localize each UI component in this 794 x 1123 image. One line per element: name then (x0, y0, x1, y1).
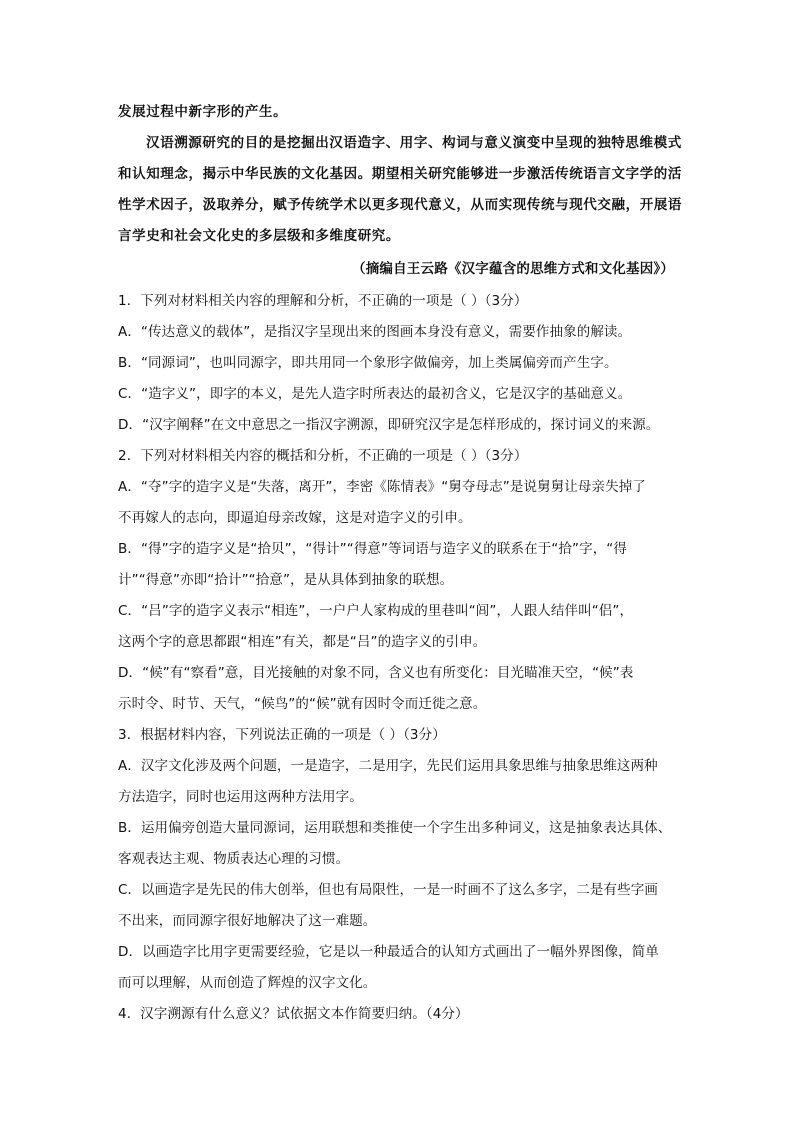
passage-line: 汉语溯源研究的目的是挖掘出汉语造字、用字、构词与意义演变中呈现的独特思维模式 (146, 135, 682, 151)
passage-line: 言学史和社会文化史的多层级和多维度研究。 (118, 228, 400, 244)
question-3-option-d: D．以画造字比用字更需要经验，它是以一种最适合的认知方式画出了一幅外界图像，简单 (118, 944, 659, 960)
question-1-option-b: B．“同源词”，也叫同源字，即共用同一个象形字做偏旁，加上类属偏旁而产生字。 (118, 355, 618, 371)
question-2-option-c-cont: 这两个字的意思都跟“相连”有关，都是“吕”的造字义的引申。 (118, 634, 487, 650)
question-2-option-d: D．“候”有“察看”意，目光接触的对象不同，含义也有所变化：目光瞄准天空，“候”表 (118, 665, 634, 681)
question-4-stem: 4．汉字溯源有什么意义？试依据文本作简要归纳。（4分） (118, 1006, 469, 1022)
question-2-option-a: A．“夺”字的造字义是“失落，离开”，李密《陈情表》“舅夺母志”是说舅舅让母亲失掉了 (118, 479, 646, 495)
question-2-option-b: B．“得”字的造字义是“拾贝”，“得计”“得意”等词语与造字义的联系在于“拾”字，“得 (118, 541, 627, 557)
question-2-option-d-cont: 示时令、时节、天气，“候鸟”的“候”就有因时令而迁徙之意。 (118, 696, 487, 712)
question-3-option-d-cont: 而可以理解，从而创造了辉煌的汉字文化。 (118, 975, 377, 991)
question-2-stem: 2．下列对材料相关内容的概括和分析，不正确的一项是（ ）（3分） (118, 448, 528, 464)
question-1-option-a: A．“传达意义的载体”，是指汉字呈现出来的图画本身没有意义，需要作抽象的解读。 (118, 324, 632, 340)
question-3-option-b: B．运用偏旁创造大量同源词，运用联想和类推使一个字生出多种词义，这是抽象表达具体、 (118, 820, 672, 836)
question-3-option-a: A．汉字文化涉及两个问题，一是造字，二是用字，先民们运用具象思维与抽象思维这两种 (118, 758, 658, 774)
question-3-stem: 3．根据材料内容，下列说法正确的一项是（ ）（3分） (118, 727, 446, 743)
passage-line: 和认知理念，揭示中华民族的文化基因。期望相关研究能够进一步激活传统语言文字学的活 (118, 166, 682, 182)
question-2-option-c: C．“吕”字的造字义表示“相连”，一户户人家构成的里巷叫“闾”，人跟人结伴叫“侣”， (118, 603, 634, 619)
question-3-option-b-cont: 客观表达主观、物质表达心理的习惯。 (118, 851, 350, 867)
question-3-option-a-cont: 方法造字，同时也运用这两种方法用字。 (118, 789, 363, 805)
passage-line: 性学术因子，汲取养分，赋予传统学术以更多现代意义，从而实现传统与现代交融，开展语 (118, 197, 682, 213)
question-3-option-c: C．以画造字是先民的伟大创举，但也有局限性，一是一时画不了这么多字，二是有些字画 (118, 882, 658, 898)
question-1-stem: 1．下列对材料相关内容的理解和分析，不正确的一项是（ ）（3分） (118, 293, 528, 309)
question-2-option-a-cont: 不再嫁人的志向，即逼迫母亲改嫁，这是对造字义的引申。 (118, 510, 472, 526)
question-3-option-c-cont: 不出来，而同源字很好地解决了这一难题。 (118, 913, 377, 929)
passage-source: （摘编自王云路《汉字蕴含的思维方式和文化基因》） (352, 261, 675, 277)
question-1-option-d: D．“汉字阐释”在文中意思之一指汉字溯源，即研究汉字是怎样形成的，探讨词义的来源。 (118, 417, 660, 433)
passage-line: 发展过程中新字形的产生。 (118, 104, 288, 120)
question-1-option-c: C．“造字义”，即字的本义，是先人造字时所表达的最初含义，它是汉字的基础意义。 (118, 386, 632, 402)
question-2-option-b-cont: 计”“得意”亦即“拾计”“拾意”，是从具体到抽象的联想。 (118, 572, 454, 588)
